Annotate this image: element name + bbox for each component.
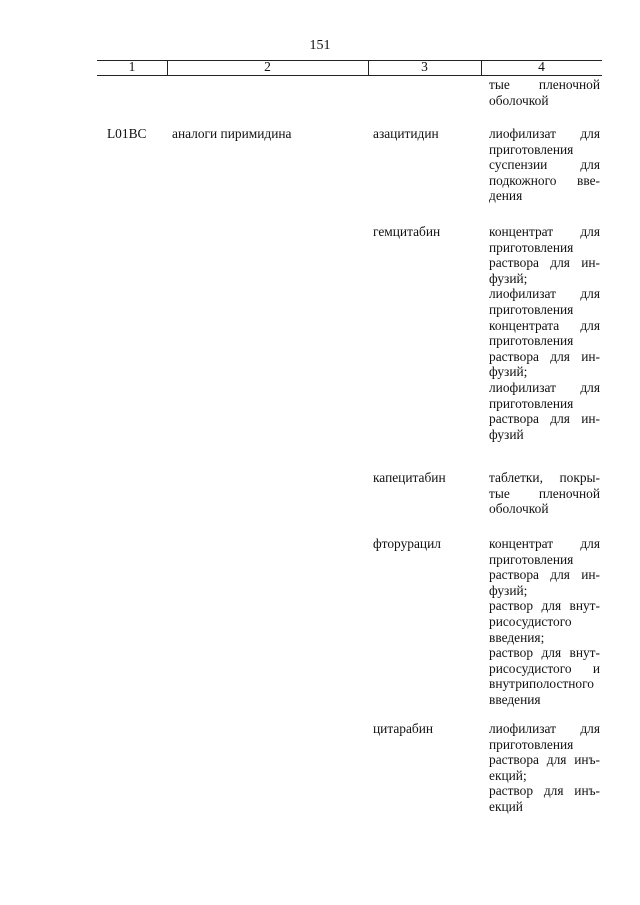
column-number-2: 2 (264, 59, 271, 74)
dosage-form-line: рисосудистого (489, 614, 572, 629)
dosage-form-line: фузий; (489, 582, 528, 598)
dosage-form-line: рисосудистого и (489, 660, 600, 676)
dosage-form-line: лиофилизат для (489, 286, 600, 302)
dosage-form-line: приготовления (489, 239, 574, 255)
dosage-form-line: лиофилизат для (489, 126, 600, 141)
page-number: 151 (309, 38, 331, 53)
dosage-form-line: екций (489, 799, 523, 814)
dosage-form-line: оболочкой (489, 501, 549, 517)
table-column-header (97, 60, 602, 76)
dosage-form-line: лиофилизат для (489, 380, 600, 395)
dosage-form-line: екций; (489, 767, 527, 783)
dosage-form-line: концентрат для (489, 224, 600, 239)
atc-code: L01BC (107, 126, 147, 141)
dosage-form-line: таблетки, покры- (489, 470, 600, 485)
drug-name: капецитабин (373, 470, 446, 485)
column-number-4: 4 (538, 59, 545, 74)
dosage-form-line: фузий; (489, 270, 528, 286)
drug-name: цитарабин (373, 721, 434, 736)
dosage-form-line: приготовления (489, 141, 574, 157)
dosage-form-line: раствора для ин- (489, 567, 600, 583)
dosage-form-line: тые пленочной (489, 485, 600, 501)
continuation-line: тые пленочной (489, 77, 600, 92)
dosage-form-line: раствор для внут- (489, 598, 600, 614)
column-number-1: 1 (128, 59, 136, 74)
dosage-form-line: приготовления (489, 395, 574, 411)
dosage-form-line: раствор для инъ- (489, 783, 600, 799)
dosage-form-line: концентрат для (489, 536, 600, 551)
dosage-form-line: дения (489, 188, 523, 204)
dosage-form-line: введения; (489, 629, 545, 645)
dosage-form-line: раствора для ин- (489, 411, 600, 427)
column-number-3: 3 (421, 59, 428, 74)
dosage-form-line: приготовления (489, 736, 574, 752)
dosage-form-line: фузий (489, 426, 524, 442)
dosage-form-line: раствора для ин- (489, 348, 600, 364)
dosage-form-line: раствора для ин- (489, 255, 600, 271)
dosage-form-line: приготовления (489, 551, 574, 567)
atc-group-name: аналоги пиримидина (172, 126, 292, 141)
dosage-form-line: внутриполостного (489, 676, 594, 692)
dosage-form-line: подкожного вве- (489, 172, 600, 188)
drug-name: гемцитабин (373, 224, 441, 239)
dosage-form-line: приготовления (489, 333, 574, 349)
dosage-form-line: фузий; (489, 364, 528, 380)
dosage-form-line: раствора для инъ- (489, 752, 600, 768)
dosage-form-line: суспензии для (489, 157, 600, 173)
dosage-form-line: раствор для внут- (489, 645, 600, 661)
continuation-line: оболочкой (489, 92, 549, 108)
drug-name: фторурацил (373, 536, 441, 551)
dosage-form-line: введения (489, 692, 541, 707)
drug-name: азацитидин (373, 126, 439, 141)
dosage-form-line: концентрата для (489, 317, 600, 333)
dosage-form-line: лиофилизат для (489, 721, 600, 736)
dosage-form-line: приготовления (489, 302, 574, 317)
